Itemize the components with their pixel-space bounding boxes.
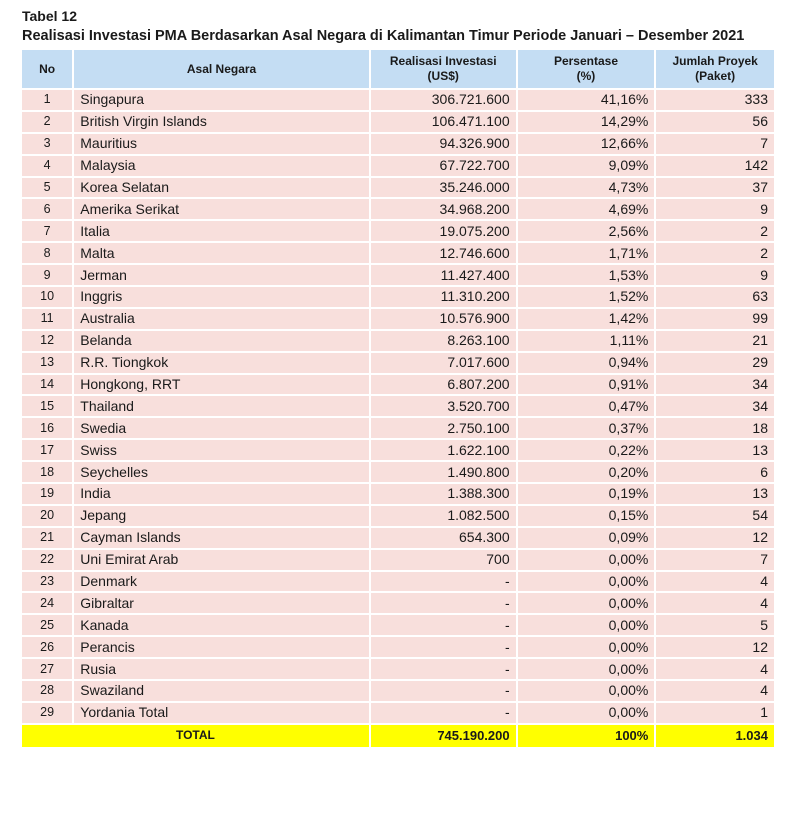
cell-projects: 99 [656, 309, 774, 329]
cell-projects: 37 [656, 178, 774, 198]
cell-projects: 18 [656, 418, 774, 438]
cell-no: 5 [22, 178, 72, 198]
cell-no: 3 [22, 134, 72, 154]
cell-country: R.R. Tiongkok [74, 353, 369, 373]
investment-table [20, 48, 776, 749]
cell-investment: 106.471.100 [371, 112, 516, 132]
cell-investment: - [371, 572, 516, 592]
table-row [22, 484, 774, 504]
cell-investment: - [371, 593, 516, 613]
table-row [22, 418, 774, 438]
cell-country: Inggris [74, 287, 369, 307]
table-row [22, 659, 774, 679]
cell-percent: 1,53% [518, 265, 655, 285]
table-row [22, 331, 774, 351]
cell-percent: 1,71% [518, 243, 655, 263]
cell-country: Gibraltar [74, 593, 369, 613]
total-label: TOTAL [22, 725, 369, 747]
cell-no: 1 [22, 90, 72, 110]
cell-percent: 0,19% [518, 484, 655, 504]
cell-no: 24 [22, 593, 72, 613]
table-row [22, 572, 774, 592]
cell-investment: - [371, 681, 516, 701]
cell-country: Thailand [74, 396, 369, 416]
cell-percent: 0,47% [518, 396, 655, 416]
cell-investment: - [371, 703, 516, 723]
cell-no: 28 [22, 681, 72, 701]
cell-no: 11 [22, 309, 72, 329]
header-percent: Persentase (%) [518, 50, 655, 88]
cell-projects: 34 [656, 375, 774, 395]
cell-investment: 1.082.500 [371, 506, 516, 526]
cell-investment: 35.246.000 [371, 178, 516, 198]
cell-no: 2 [22, 112, 72, 132]
cell-no: 26 [22, 637, 72, 657]
cell-investment: 1.622.100 [371, 440, 516, 460]
cell-projects: 9 [656, 199, 774, 219]
cell-no: 14 [22, 375, 72, 395]
table-row [22, 550, 774, 570]
cell-country: Jerman [74, 265, 369, 285]
total-percent: 100% [518, 725, 655, 747]
cell-investment: 3.520.700 [371, 396, 516, 416]
cell-projects: 4 [656, 681, 774, 701]
cell-projects: 1 [656, 703, 774, 723]
cell-country: Cayman Islands [74, 528, 369, 548]
cell-projects: 13 [656, 440, 774, 460]
cell-no: 23 [22, 572, 72, 592]
table-title: Realisasi Investasi PMA Berdasarkan Asal Negara di Kalimantan Timur Periode Januari – Desember 2021 [22, 28, 745, 44]
cell-country: Rusia [74, 659, 369, 679]
cell-country: Denmark [74, 572, 369, 592]
cell-investment: - [371, 637, 516, 657]
cell-investment: - [371, 615, 516, 635]
cell-percent: 0,00% [518, 615, 655, 635]
table-row [22, 112, 774, 132]
cell-country: Italia [74, 221, 369, 241]
cell-investment: 6.807.200 [371, 375, 516, 395]
cell-investment: 306.721.600 [371, 90, 516, 110]
table-row [22, 199, 774, 219]
cell-no: 13 [22, 353, 72, 373]
cell-country: British Virgin Islands [74, 112, 369, 132]
cell-country: Amerika Serikat [74, 199, 369, 219]
cell-country: Korea Selatan [74, 178, 369, 198]
cell-projects: 13 [656, 484, 774, 504]
cell-percent: 12,66% [518, 134, 655, 154]
cell-no: 15 [22, 396, 72, 416]
cell-percent: 0,00% [518, 593, 655, 613]
table-row [22, 703, 774, 723]
cell-country: Swiss [74, 440, 369, 460]
cell-investment: 7.017.600 [371, 353, 516, 373]
cell-no: 12 [22, 331, 72, 351]
cell-investment: 11.427.400 [371, 265, 516, 285]
cell-investment: 1.490.800 [371, 462, 516, 482]
cell-no: 7 [22, 221, 72, 241]
cell-country: Mauritius [74, 134, 369, 154]
cell-investment: 1.388.300 [371, 484, 516, 504]
cell-percent: 0,15% [518, 506, 655, 526]
cell-country: Hongkong, RRT [74, 375, 369, 395]
cell-no: 19 [22, 484, 72, 504]
table-row [22, 396, 774, 416]
table-row [22, 375, 774, 395]
cell-projects: 29 [656, 353, 774, 373]
table-row [22, 265, 774, 285]
cell-percent: 41,16% [518, 90, 655, 110]
cell-no: 17 [22, 440, 72, 460]
table-row [22, 637, 774, 657]
cell-country: Swaziland [74, 681, 369, 701]
cell-projects: 63 [656, 287, 774, 307]
cell-country: Belanda [74, 331, 369, 351]
cell-no: 4 [22, 156, 72, 176]
cell-percent: 14,29% [518, 112, 655, 132]
table-row [22, 681, 774, 701]
cell-percent: 1,52% [518, 287, 655, 307]
cell-no: 18 [22, 462, 72, 482]
cell-no: 21 [22, 528, 72, 548]
table-row [22, 506, 774, 526]
cell-percent: 0,00% [518, 681, 655, 701]
cell-percent: 0,09% [518, 528, 655, 548]
cell-projects: 34 [656, 396, 774, 416]
cell-percent: 0,22% [518, 440, 655, 460]
table-row [22, 134, 774, 154]
cell-percent: 1,42% [518, 309, 655, 329]
cell-projects: 333 [656, 90, 774, 110]
table-header-row [22, 50, 774, 88]
cell-percent: 0,00% [518, 572, 655, 592]
cell-no: 8 [22, 243, 72, 263]
cell-country: Malta [74, 243, 369, 263]
cell-projects: 2 [656, 243, 774, 263]
cell-country: Seychelles [74, 462, 369, 482]
cell-percent: 4,73% [518, 178, 655, 198]
cell-percent: 4,69% [518, 199, 655, 219]
table-row [22, 178, 774, 198]
cell-no: 10 [22, 287, 72, 307]
table-row [22, 615, 774, 635]
header-no: No [22, 50, 72, 88]
cell-projects: 4 [656, 593, 774, 613]
cell-investment: 12.746.600 [371, 243, 516, 263]
total-investment: 745.190.200 [371, 725, 516, 747]
cell-percent: 2,56% [518, 221, 655, 241]
cell-country: India [74, 484, 369, 504]
cell-percent: 1,11% [518, 331, 655, 351]
cell-projects: 9 [656, 265, 774, 285]
total-projects: 1.034 [656, 725, 774, 747]
cell-investment: 654.300 [371, 528, 516, 548]
cell-investment: 700 [371, 550, 516, 570]
table-row [22, 593, 774, 613]
cell-investment: 94.326.900 [371, 134, 516, 154]
cell-percent: 0,91% [518, 375, 655, 395]
table-row [22, 353, 774, 373]
table-body [22, 90, 774, 723]
cell-no: 27 [22, 659, 72, 679]
cell-percent: 0,00% [518, 703, 655, 723]
cell-percent: 0,20% [518, 462, 655, 482]
cell-country: Yordania Total [74, 703, 369, 723]
cell-projects: 2 [656, 221, 774, 241]
cell-projects: 12 [656, 637, 774, 657]
cell-investment: 34.968.200 [371, 199, 516, 219]
table-row [22, 221, 774, 241]
cell-no: 25 [22, 615, 72, 635]
cell-country: Swedia [74, 418, 369, 438]
cell-investment: 8.263.100 [371, 331, 516, 351]
table-row [22, 156, 774, 176]
table-row [22, 243, 774, 263]
cell-projects: 21 [656, 331, 774, 351]
cell-projects: 54 [656, 506, 774, 526]
cell-investment: 10.576.900 [371, 309, 516, 329]
cell-percent: 0,00% [518, 659, 655, 679]
cell-country: Australia [74, 309, 369, 329]
cell-investment: 11.310.200 [371, 287, 516, 307]
header-investment: Realisasi Investasi (US$) [371, 50, 516, 88]
cell-no: 9 [22, 265, 72, 285]
cell-projects: 12 [656, 528, 774, 548]
table-row [22, 309, 774, 329]
table-row [22, 90, 774, 110]
table-row [22, 528, 774, 548]
cell-percent: 0,00% [518, 637, 655, 657]
cell-no: 20 [22, 506, 72, 526]
cell-projects: 4 [656, 572, 774, 592]
cell-country: Kanada [74, 615, 369, 635]
table-row [22, 287, 774, 307]
cell-country: Singapura [74, 90, 369, 110]
cell-percent: 0,37% [518, 418, 655, 438]
table-label: Tabel 12 [22, 8, 77, 24]
cell-projects: 5 [656, 615, 774, 635]
cell-projects: 142 [656, 156, 774, 176]
cell-investment: 19.075.200 [371, 221, 516, 241]
cell-percent: 9,09% [518, 156, 655, 176]
cell-percent: 0,00% [518, 550, 655, 570]
cell-projects: 4 [656, 659, 774, 679]
cell-investment: 2.750.100 [371, 418, 516, 438]
cell-no: 22 [22, 550, 72, 570]
header-country: Asal Negara [74, 50, 369, 88]
cell-percent: 0,94% [518, 353, 655, 373]
cell-projects: 7 [656, 134, 774, 154]
cell-projects: 7 [656, 550, 774, 570]
cell-country: Perancis [74, 637, 369, 657]
header-projects: Jumlah Proyek (Paket) [656, 50, 774, 88]
cell-no: 6 [22, 199, 72, 219]
table-row [22, 462, 774, 482]
cell-investment: 67.722.700 [371, 156, 516, 176]
total-row [22, 725, 774, 747]
cell-projects: 6 [656, 462, 774, 482]
cell-no: 16 [22, 418, 72, 438]
table-row [22, 440, 774, 460]
cell-country: Malaysia [74, 156, 369, 176]
cell-country: Jepang [74, 506, 369, 526]
cell-no: 29 [22, 703, 72, 723]
cell-country: Uni Emirat Arab [74, 550, 369, 570]
cell-projects: 56 [656, 112, 774, 132]
cell-investment: - [371, 659, 516, 679]
